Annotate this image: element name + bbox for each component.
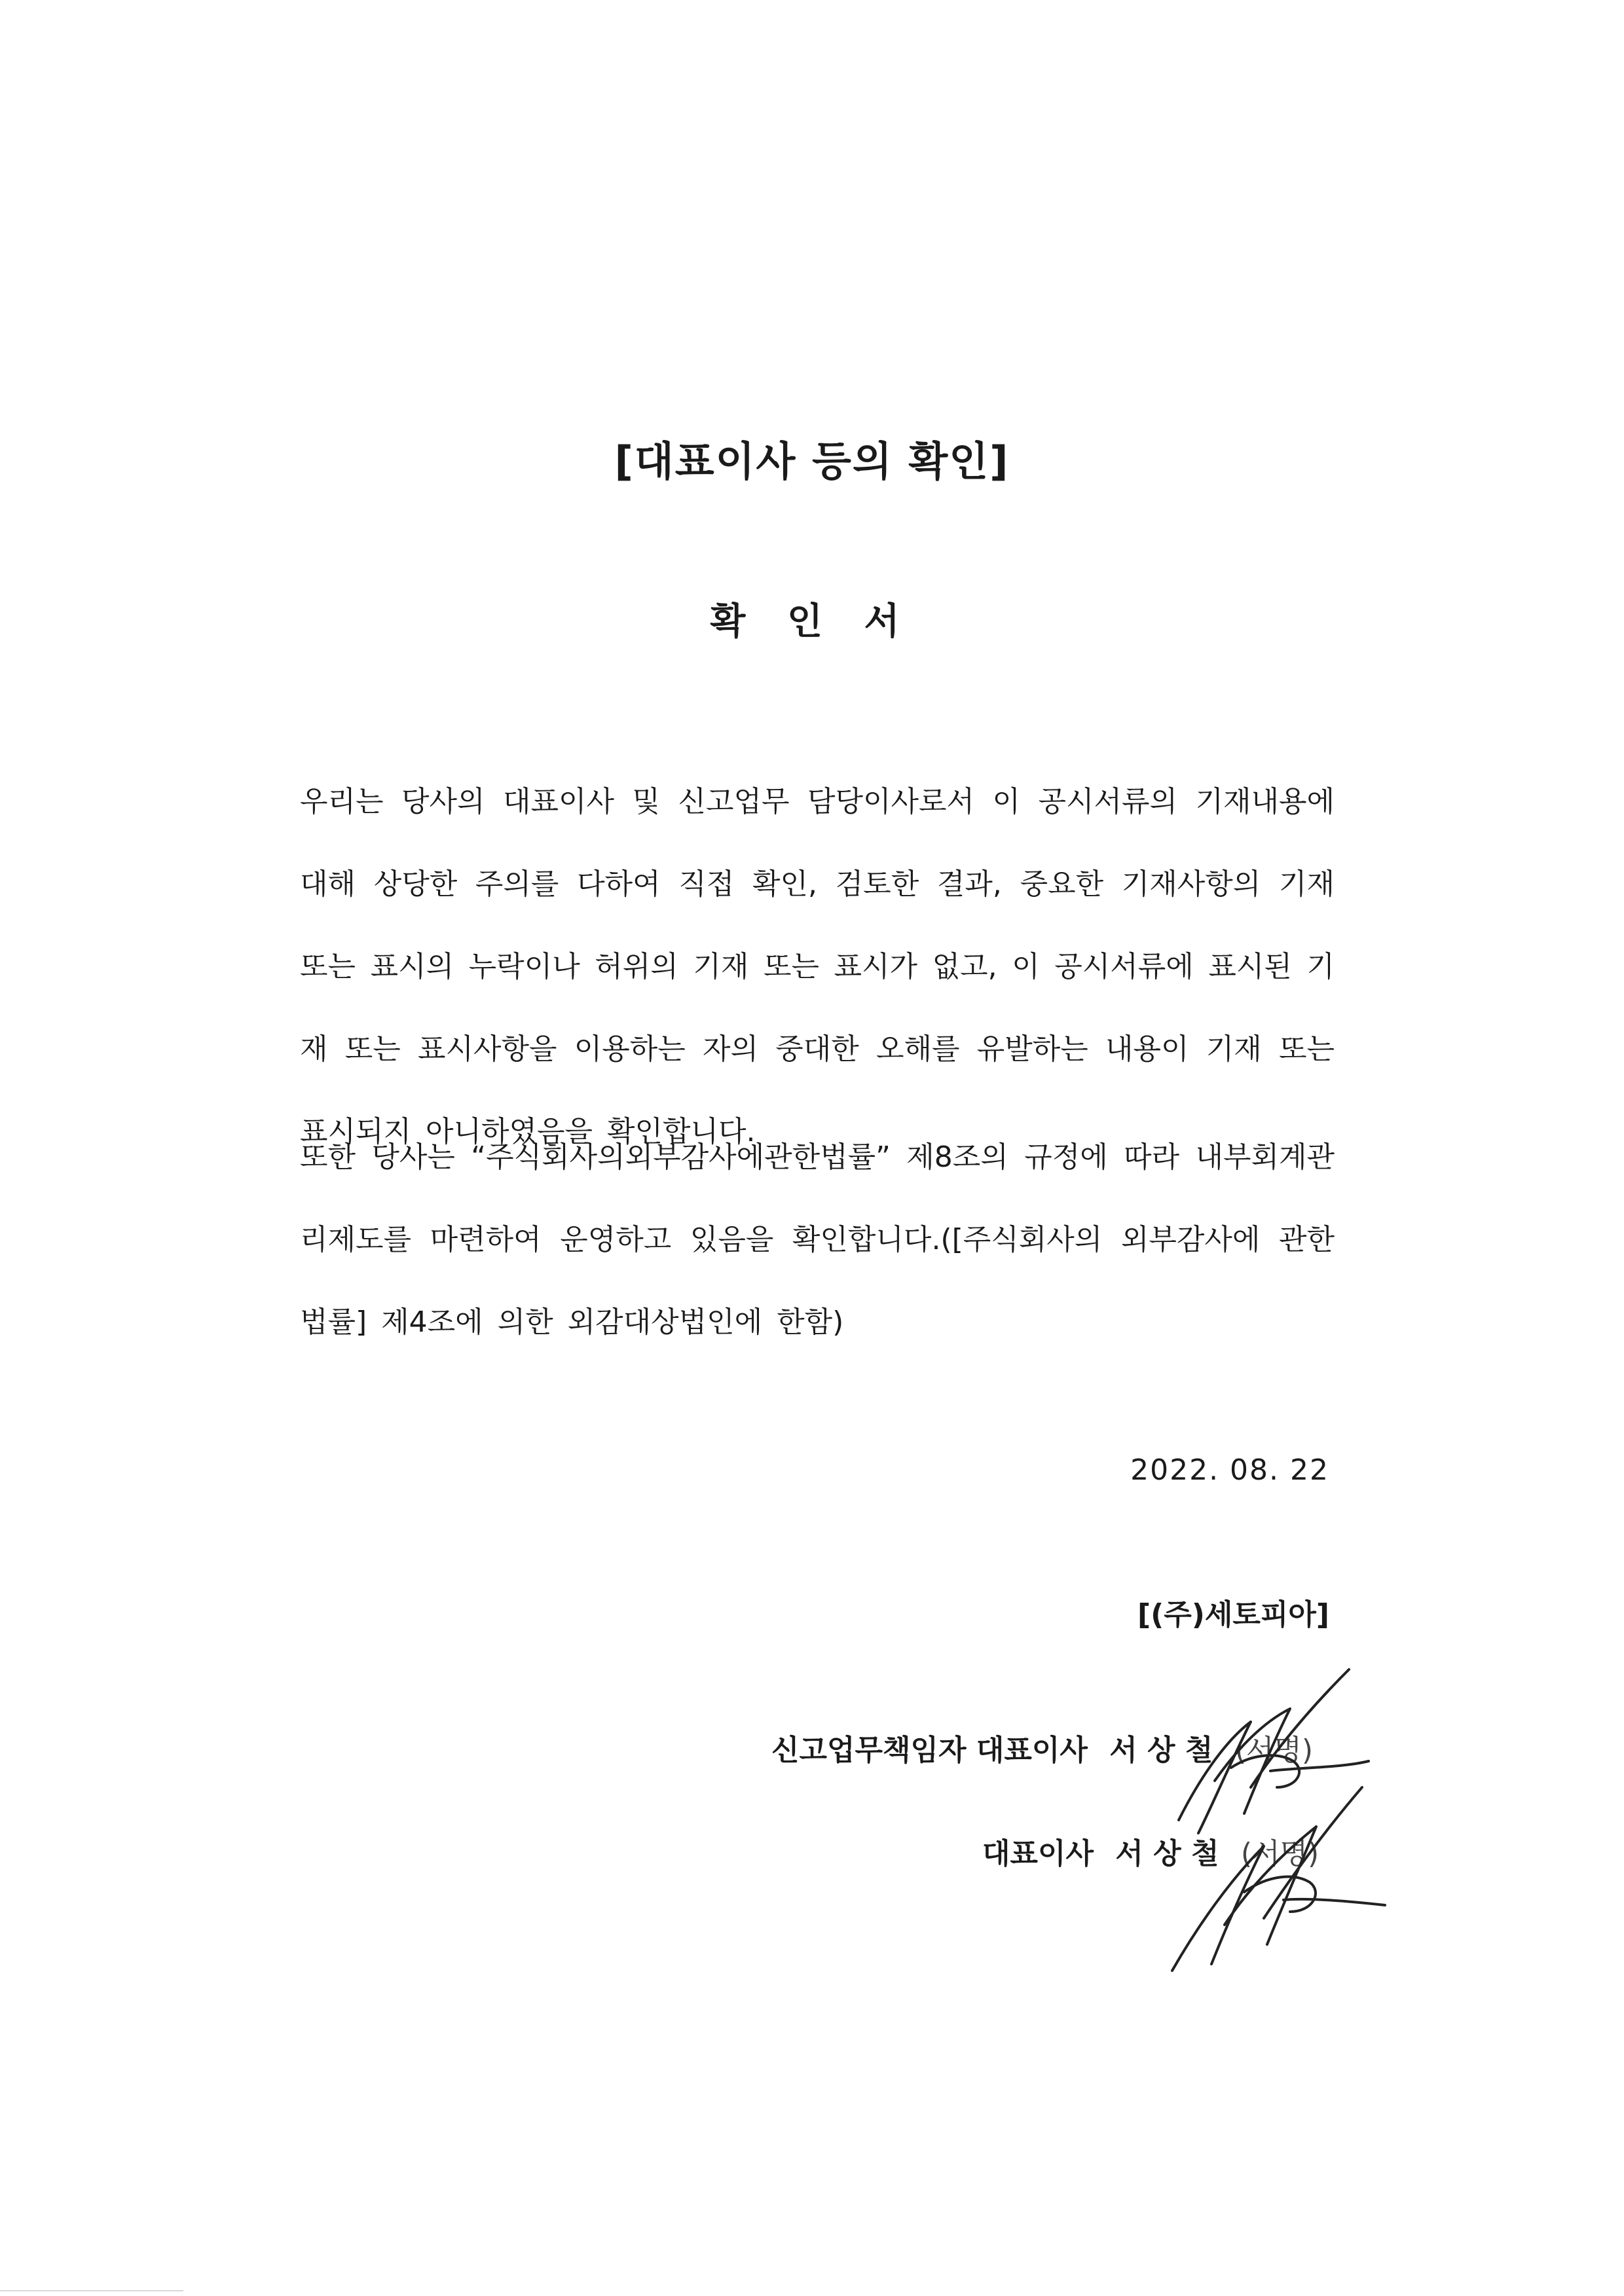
signer-2-seal: (서명) [1240, 1837, 1320, 1870]
signer-1-title: 신고업무책임자 대표이사 [771, 1734, 1088, 1767]
document-subtitle: 확 인 서 [710, 600, 914, 643]
signer-1-seal: (서명) [1234, 1734, 1314, 1767]
handwritten-signature [1153, 1656, 1388, 1984]
confirmation-paragraph-2: 또한 당사는 “주식회사의외부감사에관한법률” 제8조의 규정에 따라 내부회계관리제도를 마련하여 운영하고 있음을 확인합니다.([주식회사의 외부감사에 관한 법률] 제4조에 의한 외감대상법인에 한함) [300, 1140, 1335, 1339]
confirmation-paragraph-1: 우리는 당사의 대표이사 및 신고업무 담당이사로서 이 공시서류의 기재내용에 대해 상당한 주의를 다하여 직접 확인, 검토한 결과, 중요한 기재사항의 기재 또는 표시의 누락이나 허위의 기재 또는 표시가 없고, 이 공시서류에 표시된 기재 또는 표시사항을 이용하는 자의 중대한 오해를 유발하는 내용이 기재 또는 표시되지 아니하였음을 확인합니다. [300, 785, 1335, 1148]
signer-2-title: 대표이사 [982, 1837, 1094, 1870]
signer-1-name: 서 상 철 [1109, 1734, 1213, 1767]
company-name: [(주)세토피아] [1137, 1598, 1329, 1631]
signer-2-name: 서 상 철 [1115, 1837, 1219, 1870]
scan-edge-line [0, 2290, 183, 2291]
document-heading: [대표이사 등의 확인] [614, 437, 1010, 485]
document-date: 2022. 08. 22 [1130, 1453, 1329, 1487]
